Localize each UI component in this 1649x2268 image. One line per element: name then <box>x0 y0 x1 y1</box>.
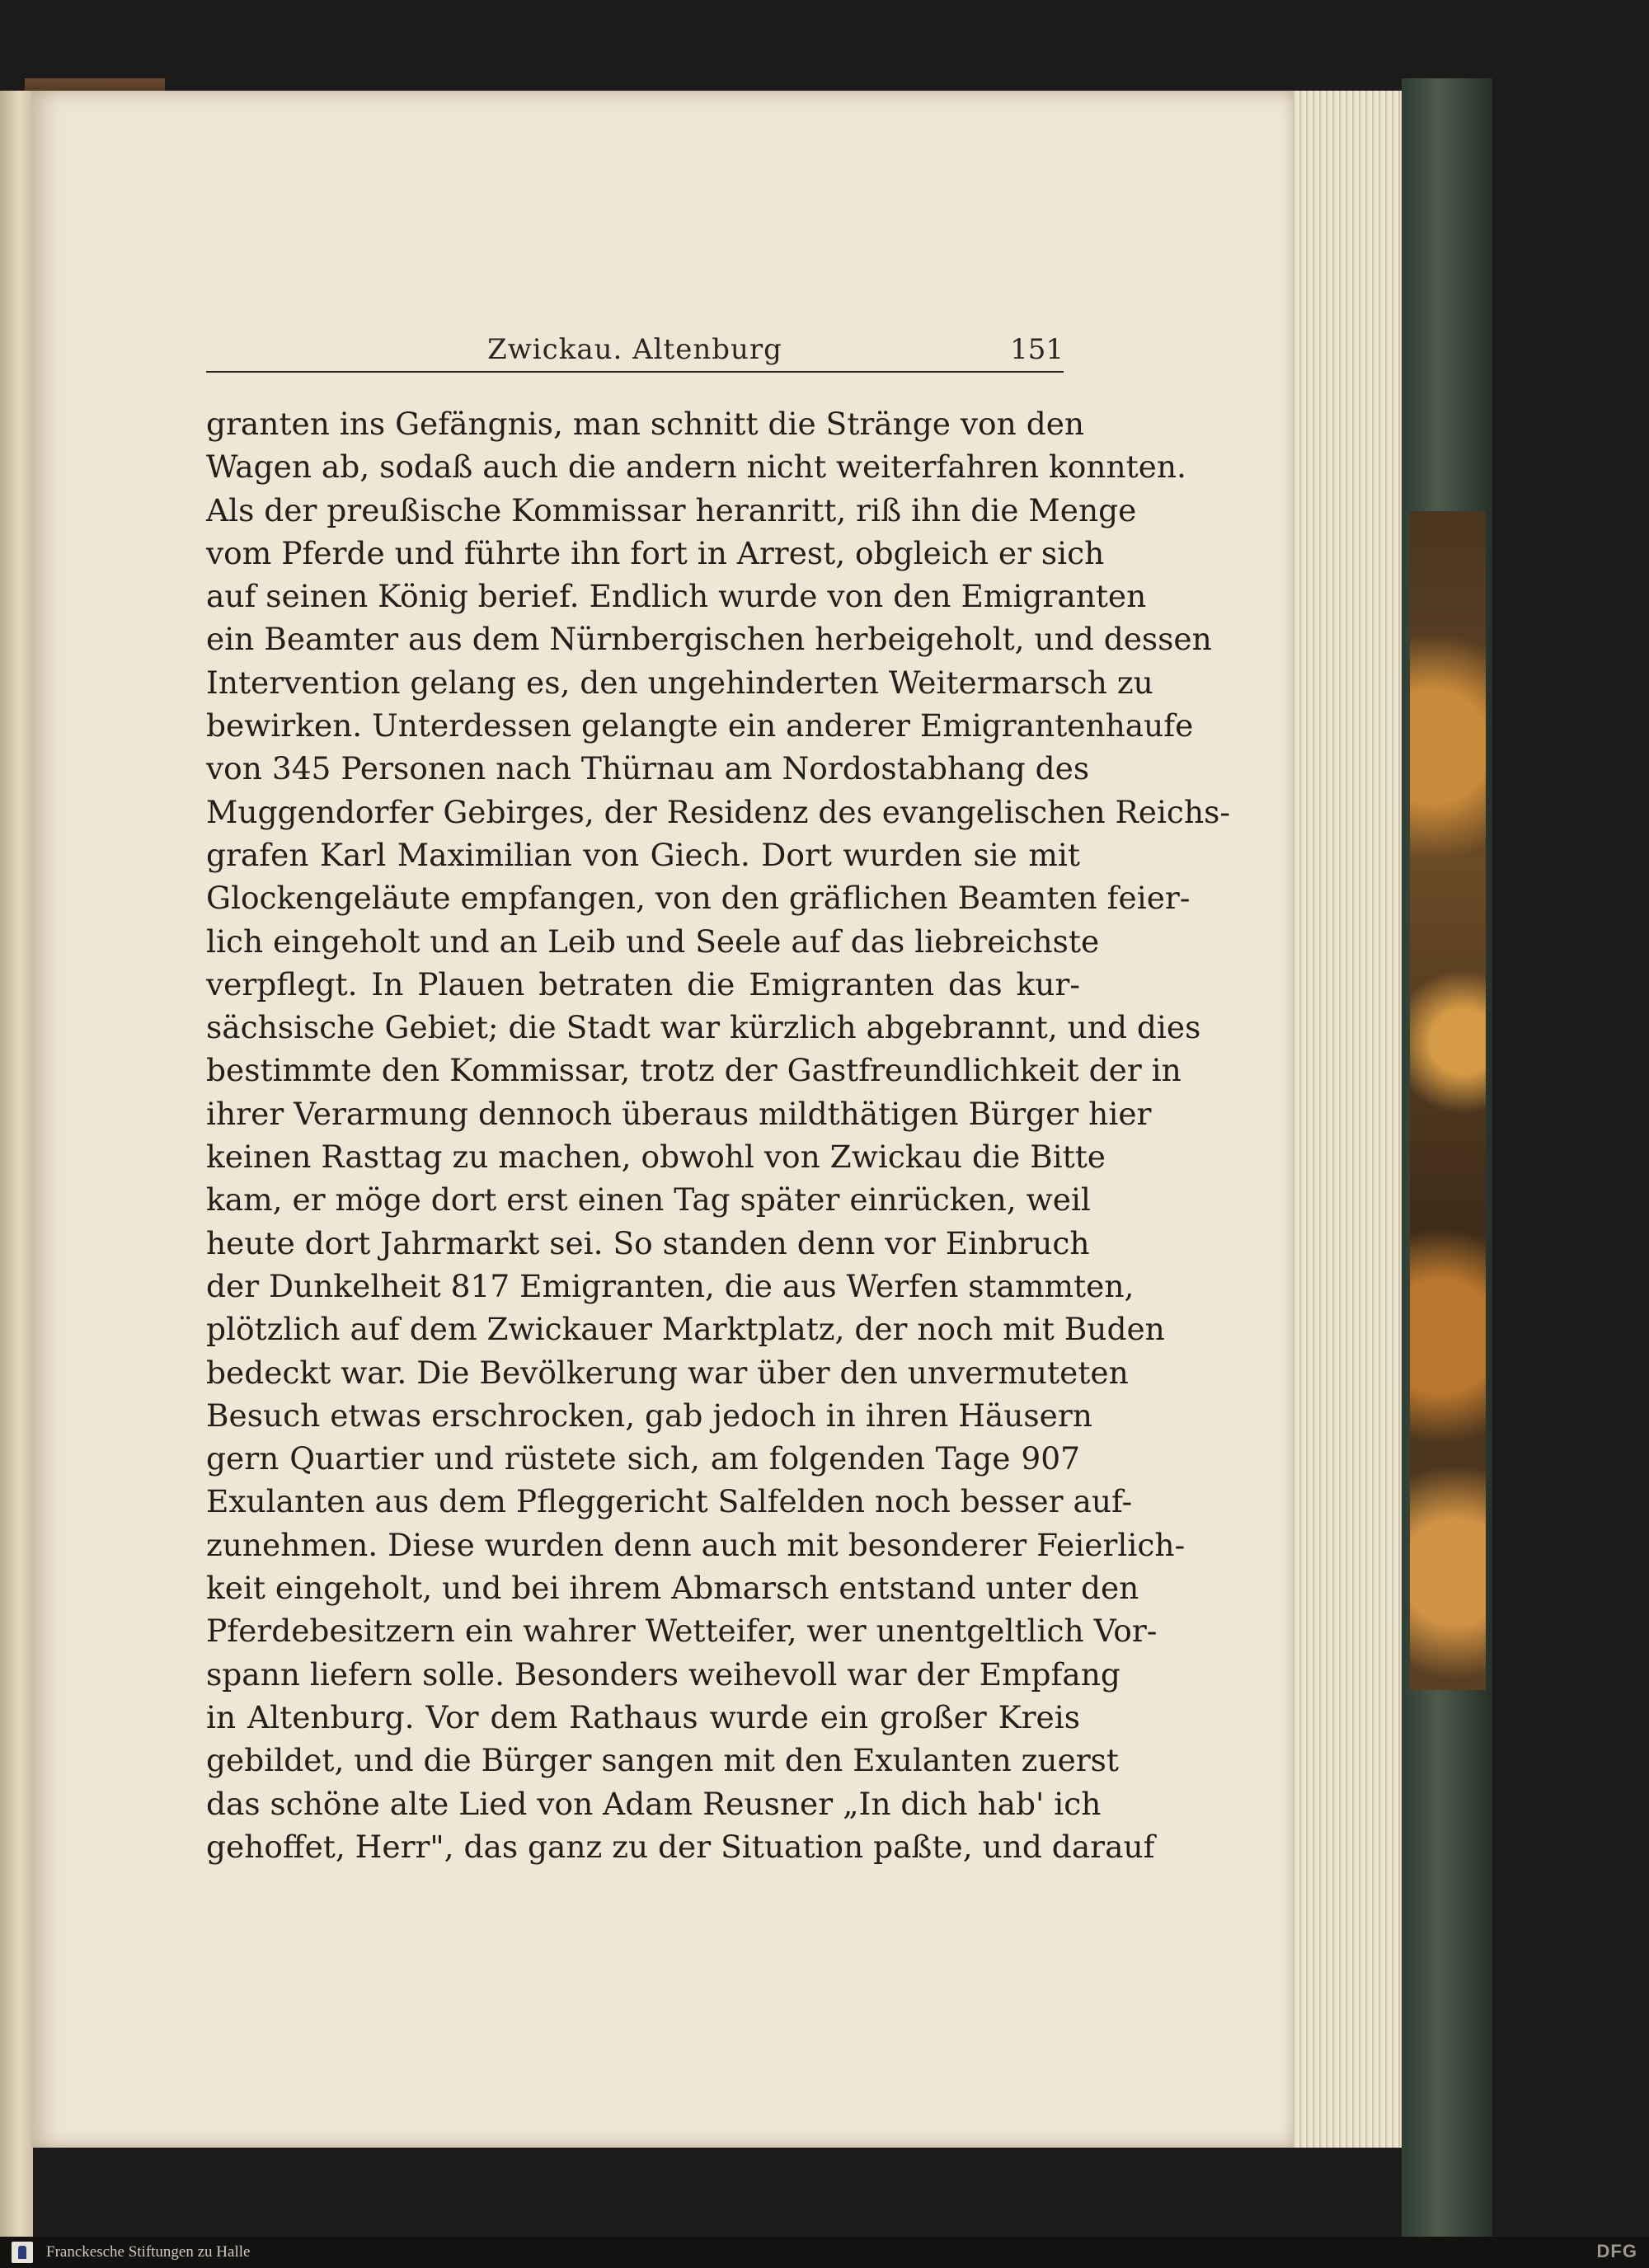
page-number: 151 <box>1010 333 1064 366</box>
text-line: plötzlich auf dem Zwickauer Marktplatz, der noch mit Buden <box>206 1311 1165 1348</box>
text-line: in Altenburg. Vor dem Rathaus wurde ein großer Kreis <box>206 1698 1080 1735</box>
text-line: gern Quartier und rüstete sich, am folgenden Tage 907 <box>206 1440 1080 1477</box>
text-line: Besuch etwas erschrocken, gab jedoch in ihren Häusern <box>206 1397 1092 1434</box>
text-line: kam, er möge dort erst einen Tag später einrücken, weil <box>206 1181 1091 1219</box>
text-line: Pferdebesitzern ein wahrer Wetteifer, wer unentgeltlich Vor- <box>206 1613 1158 1650</box>
text-line: grafen Karl Maximilian von Giech. Dort wurden sie mit <box>206 836 1080 873</box>
text-line: Als der preußische Kommissar heranritt, riß ihn die Menge <box>206 491 1137 528</box>
viewer-footer <box>0 2237 1649 2268</box>
text-line: Intervention gelang es, den ungehinderten Weitermarsch zu <box>206 664 1153 701</box>
running-header <box>206 330 1064 373</box>
text-line: bedeckt war. Die Bevölkerung war über den unvermuteten <box>206 1354 1129 1391</box>
running-title: Zwickau. Altenburg <box>487 333 782 366</box>
text-line: lich eingeholt und an Leib und Seele auf das liebreichste <box>206 923 1100 960</box>
text-line: Muggendorfer Gebirges, der Residenz des evangelischen Reichs- <box>206 793 1231 830</box>
text-line: auf seinen König berief. Endlich wurde von den Emigranten <box>206 578 1147 615</box>
institution-name[interactable]: Franckesche Stiftungen zu Halle <box>46 2243 251 2261</box>
text-line: keit eingeholt, und bei ihrem Abmarsch entstand unter den <box>206 1570 1139 1607</box>
text-line: Wagen ab, sodaß auch die andern nicht weiterfahren konnten. <box>206 448 1186 486</box>
text-line: spann liefern solle. Besonders weihevoll war der Empfang <box>206 1655 1120 1693</box>
text-line: zunehmen. Diese wurden denn auch mit besonderer Feierlich- <box>206 1526 1186 1563</box>
text-line: ihrer Verarmung dennoch überaus mildthätigen Bürger hier <box>206 1095 1152 1132</box>
text-line: Glockengeläute empfangen, von den gräflichen Beamten feier- <box>206 880 1191 917</box>
text-line: vom Pferde und führte ihn fort in Arrest, obgleich er sich <box>206 534 1105 571</box>
body-text <box>206 402 1231 1868</box>
text-line: sächsische Gebiet; die Stadt war kürzlich abgebrannt, und dies <box>206 1009 1201 1046</box>
text-line: das schöne alte Lied von Adam Reusner „In dich hab' ich <box>206 1785 1102 1822</box>
page-stack-edge <box>1290 91 1402 2148</box>
text-line: bestimmte den Kommissar, trotz der Gastfreundlichkeit der in <box>206 1052 1182 1089</box>
text-line: heute dort Jahrmarkt sei. So standen denn vor Einbruch <box>206 1224 1090 1261</box>
text-line: von 345 Personen nach Thürnau am Nordostabhang des <box>206 750 1090 787</box>
text-line: Exulanten aus dem Pfleggericht Salfelden noch besser auf- <box>206 1483 1133 1520</box>
text-line: gehoffet, Herr", das ganz zu der Situation paßte, und darauf <box>206 1828 1155 1865</box>
dfg-logo[interactable]: DFG <box>1596 2241 1637 2261</box>
marbled-cover-paper <box>1410 511 1486 1690</box>
left-page-edge <box>0 91 33 2251</box>
text-line: granten ins Gefängnis, man schnitt die Stränge von den <box>206 406 1085 442</box>
text-line: gebildet, und die Bürger sangen mit den Exulanten zuerst <box>206 1742 1120 1779</box>
franckesche-stiftungen-logo-icon[interactable] <box>12 2242 33 2263</box>
text-line: verpflegt. In Plauen betraten die Emigranten das kur- <box>206 965 1080 1003</box>
text-line: ein Beamter aus dem Nürnbergischen herbeigeholt, und dessen <box>206 621 1212 658</box>
text-line: keinen Rasttag zu machen, obwohl von Zwickau die Bitte <box>206 1139 1106 1176</box>
text-line: bewirken. Unterdessen gelangte ein anderer Emigrantenhaufe <box>206 707 1194 744</box>
text-line: der Dunkelheit 817 Emigranten, die aus Werfen stammten, <box>206 1267 1135 1304</box>
